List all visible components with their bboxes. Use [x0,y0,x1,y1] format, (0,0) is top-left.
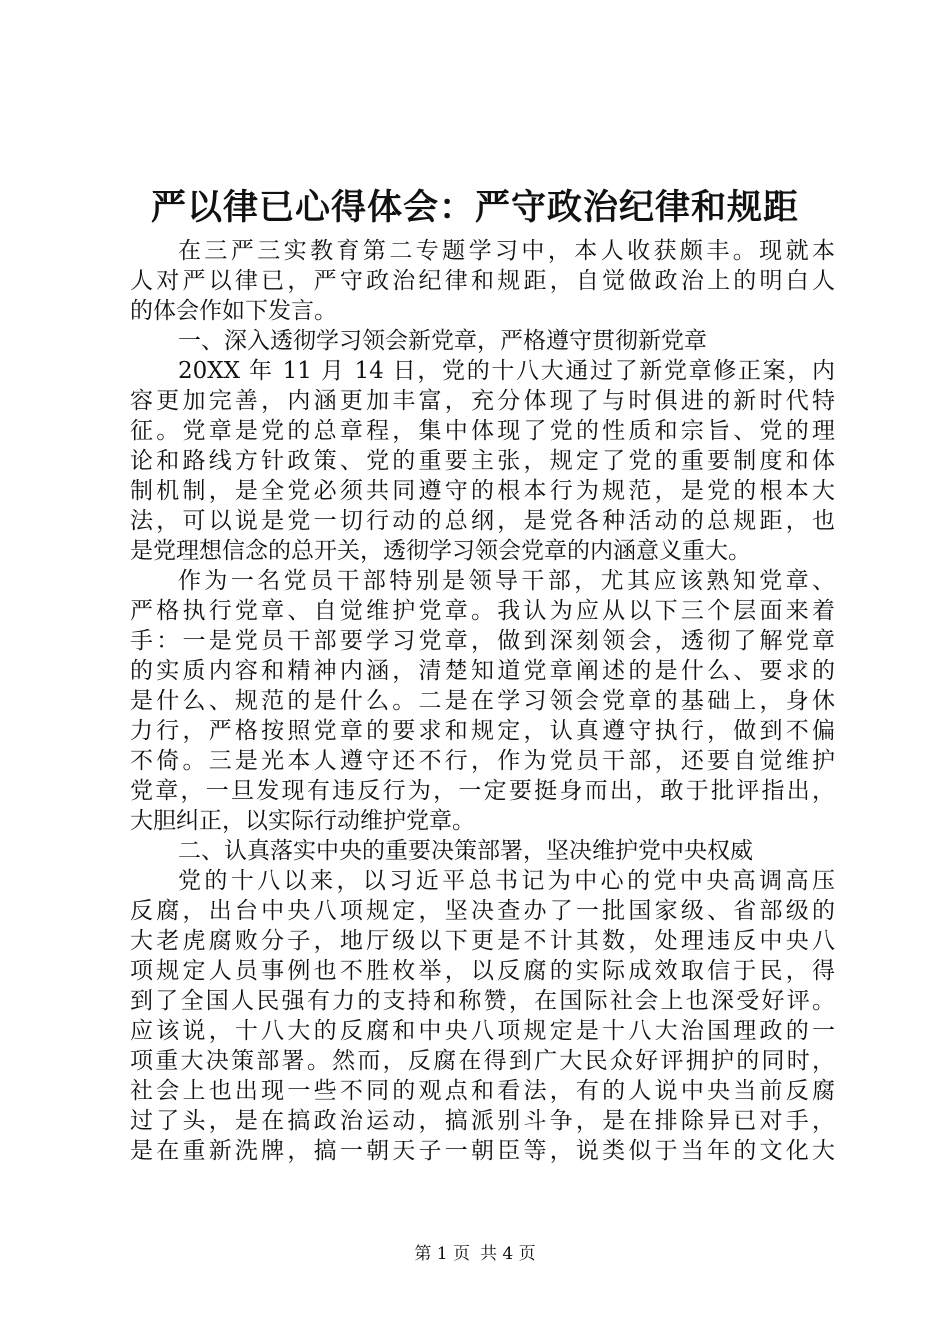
paragraph-line: 是什么、规范的是什么。二是在学习领会党章的基础上，身休 [130,688,835,714]
page-total: 共 4 页 [480,1244,536,1264]
paragraph-line: 到了全国人民强有力的支持和称赞，在国际社会上也深受好评。 [130,988,835,1014]
paragraph-line: 党的十八以来，以习近平总书记为中心的党中央高调高压 [178,868,835,894]
document-body [130,236,835,1166]
paragraph-line: 是在重新洗牌，搞一朝天子一朝臣等，说类似于当年的文化大 [130,1138,835,1164]
paragraph-line: 严格执行党章、自觉维护党章。我认为应从以下三个层面来着 [130,598,835,624]
document-title: 严以律已心得体会：严守政治纪律和规距 [150,187,799,228]
paragraph-line: 征。党章是党的总章程，集中体现了党的性质和宗旨、党的理 [130,418,835,444]
paragraph-line: 过了头，是在搞政治运动，搞派别斗争，是在排除异已对手， [130,1108,835,1134]
paragraph-line: 人对严以律已，严守政治纪律和规距，自觉做政治上的明白人 [130,268,835,294]
section-heading: 二、认真落实中央的重要决策部署，坚决维护党中央权威 [178,838,753,864]
paragraph-line: 应该说，十八大的反腐和中央八项规定是十八大治国理政的一 [130,1018,835,1044]
paragraph-line: 在三严三实教育第二专题学习中，本人收获颇丰。现就本 [178,238,835,264]
paragraph-line: 项重大决策部署。然而，反腐在得到广大民众好评拥护的同时， [130,1048,835,1074]
paragraph-line: 手：一是党员干部要学习党章，做到深刻领会，透彻了解党章 [130,628,835,654]
page-footer [0,1242,950,1266]
paragraph-line: 是党理想信念的总开关，透彻学习领会党章的内涵意义重大。 [130,538,751,564]
paragraph-line: 大老虎腐败分子，地厅级以下更是不计其数，处理违反中央八 [130,928,835,954]
paragraph-line: 不倚。三是光本人遵守还不行，作为党员干部，还要自觉维护 [130,748,835,774]
paragraph-line: 论和路线方针政策、党的重要主张，规定了党的重要制度和体 [130,448,835,474]
paragraph-line: 容更加完善，内涵更加丰富，充分体现了与时俱进的新时代特 [130,388,835,414]
paragraph-line: 大胆纠正，以实际行动维护党章。 [130,808,475,834]
paragraph-line: 的实质内容和精神内涵，清楚知道党章阐述的是什么、要求的 [130,658,835,684]
paragraph-line: 反腐，出台中央八项规定，坚决查办了一批国家级、省部级的 [130,898,835,924]
paragraph-line: 制机制，是全党必须共同遵守的根本行为规范，是党的根本大 [130,478,835,504]
paragraph-line: 法，可以说是党一切行动的总纲，是党各种活动的总规距，也 [130,508,835,534]
paragraph-line: 项规定人员事例也不胜枚举，以反腐的实际成效取信于民，得 [130,958,835,984]
section-heading: 一、深入透彻学习领会新党章，严格遵守贯彻新党章 [178,328,707,354]
paragraph-line: 的体会作如下发言。 [130,298,337,324]
paragraph-line: 作为一名党员干部特别是领导干部，尤其应该熟知党章、 [178,568,835,594]
paragraph-line: 社会上也出现一些不同的观点和看法，有的人说中央当前反腐 [130,1078,835,1104]
paragraph-line: 力行，严格按照党章的要求和规定，认真遵守执行，做到不偏 [130,718,835,744]
page-number: 第 1 页 [414,1244,470,1264]
paragraph-line: 党章，一旦发现有违反行为，一定要挺身而出，敢于批评指出， [130,778,835,804]
paragraph-line: 20XX 年 11 月 14 日，党的十八大通过了新党章修正案，内 [178,358,835,384]
